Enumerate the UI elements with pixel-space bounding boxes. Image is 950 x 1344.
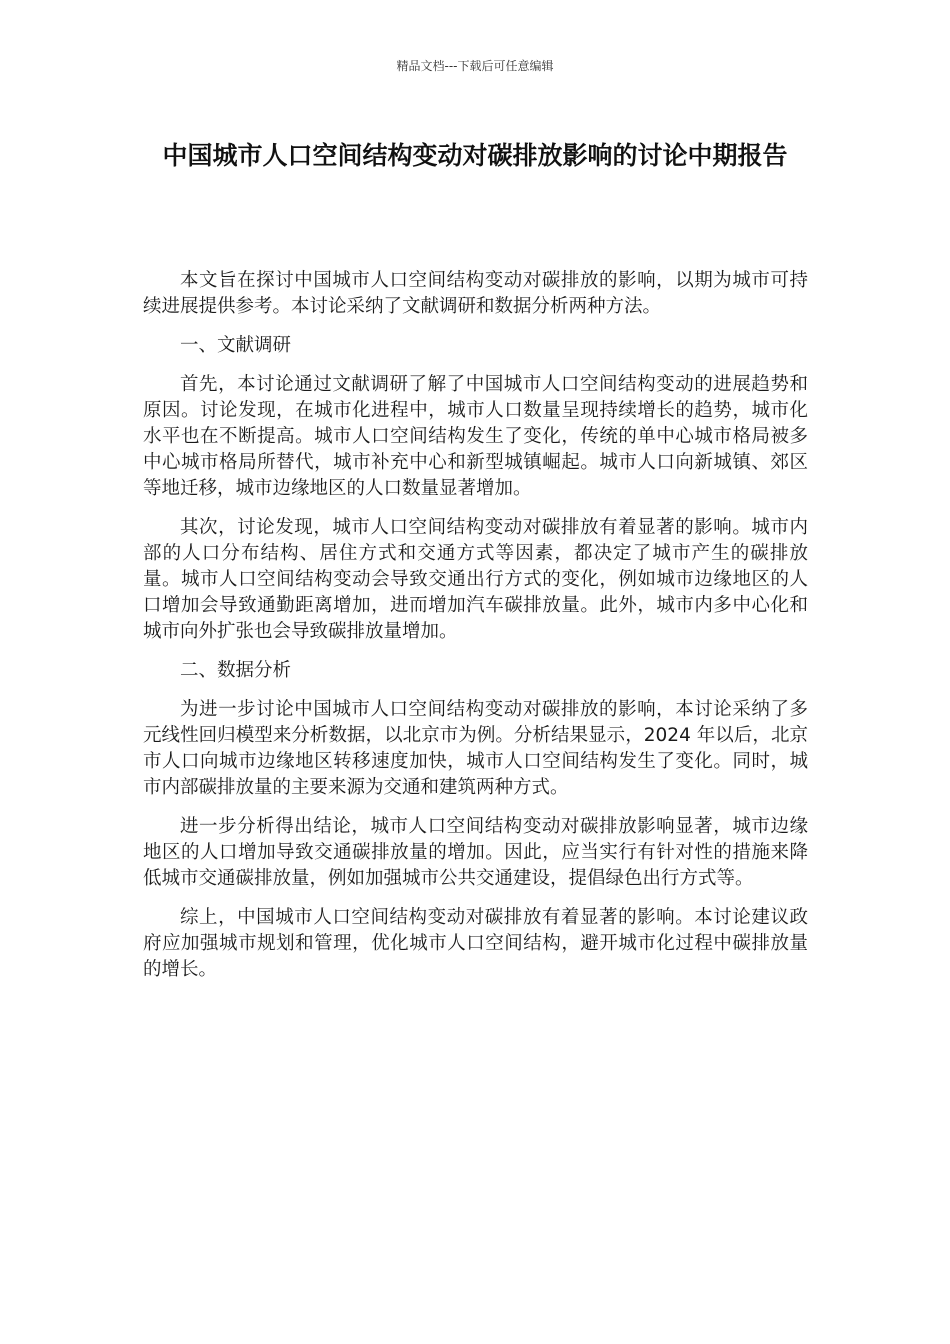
intro-paragraph: 本文旨在探讨中国城市人口空间结构变动对碳排放的影响，以期为城市可持续进展提供参考。本讨论采纳了文献调研和数据分析两种方法。 [143,270,808,317]
document-body [143,268,808,996]
header-note: 精品文档---下载后可任意编辑 [396,59,554,73]
literature-paragraph-2: 其次，讨论发现，城市人口空间结构变动对碳排放有着显著的影响。城市内部的人口分布结构、居住方式和交通方式等因素，都决定了城市产生的碳排放量。城市人口空间结构变动会导致交通出行方式的变化，例如城市边缘地区的人口增加会导致通勤距离增加，进而增加汽车碳排放量。此外，城市内多中心化和城市向外扩张也会导致碳排放量增加。 [143,517,808,642]
analysis-paragraph-1: 为进一步讨论中国城市人口空间结构变动对碳排放的影响，本讨论采纳了多元线性回归模型来分析数据，以北京市为例。分析结果显示，2024 年以后，北京市人口向城市边缘地区转移速度加快，城市人口空间结构发生了变化。同时，城市内部碳排放量的主要来源为交通和建筑两种方式。 [143,699,808,798]
section-heading-literature: 一、文献调研 [180,335,292,356]
section-heading-data-analysis: 二、数据分析 [180,660,292,681]
literature-paragraph-1: 首先，本讨论通过文献调研了解了中国城市人口空间结构变动的进展趋势和原因。讨论发现，在城市化进程中，城市人口数量呈现持续增长的趋势，城市化水平也在不断提高。城市人口空间结构发生了变化，传统的单中心城市格局被多中心城市格局所替代，城市补充中心和新型城镇崛起。城市人口向新城镇、郊区等地迁移，城市边缘地区的人口数量显著增加。 [143,374,808,499]
conclusion-paragraph: 综上，中国城市人口空间结构变动对碳排放有着显著的影响。本讨论建议政府应加强城市规划和管理，优化城市人口空间结构，避开城市化过程中碳排放量的增长。 [143,907,808,980]
analysis-paragraph-2: 进一步分析得出结论，城市人口空间结构变动对碳排放影响显著，城市边缘地区的人口增加导致交通碳排放量的增加。因此，应当实行有针对性的措施来降低城市交通碳排放量，例如加强城市公共交通建设，提倡绿色出行方式等。 [143,816,808,889]
document-title: 中国城市人口空间结构变动对碳排放影响的讨论中期报告 [162,141,788,170]
